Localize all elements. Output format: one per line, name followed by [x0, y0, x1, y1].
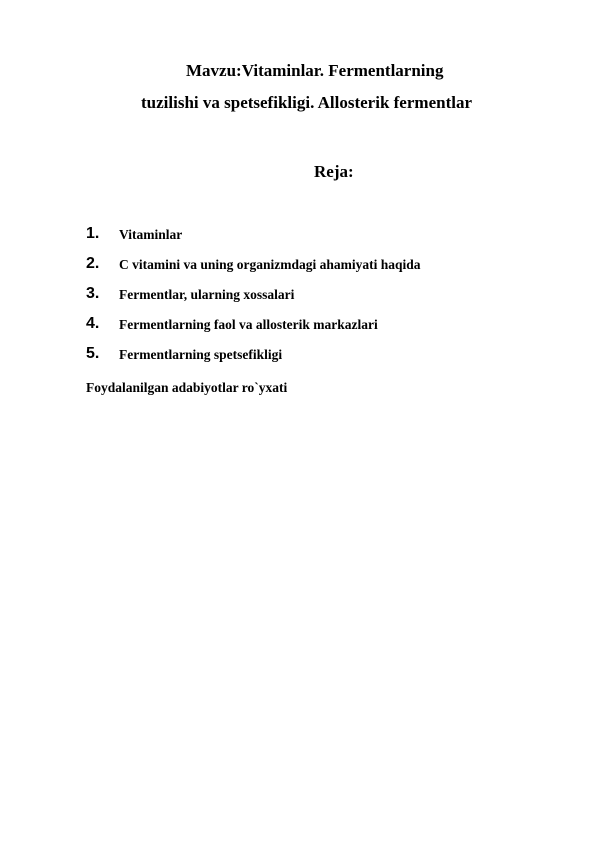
title-line-1-text: Mavzu:Vitaminlar. Fermentlarning	[186, 61, 444, 80]
plan-heading: Reja:	[314, 162, 354, 181]
plan-item-text: C vitamini va uning organizmdagi ahamiyati haqida	[119, 257, 421, 272]
plan-item-number: 2.	[86, 255, 100, 272]
plan-item-text: Vitaminlar	[119, 227, 183, 242]
plan-item-number: 5.	[86, 345, 100, 362]
title-line-2-text: tuzilishi va spetsefikligi. Allosterik fermentlar	[141, 93, 472, 112]
plan-item-text: Fermentlar, ularning xossalari	[119, 287, 295, 302]
plan-item-number: 4.	[86, 315, 100, 332]
plan-item-text: Fermentlarning spetsefikligi	[119, 347, 283, 362]
plan-item-number: 1.	[86, 225, 100, 242]
sources-label: Foydalanilgan adabiyotlar ro`yxati	[86, 380, 288, 395]
plan-item-number: 3.	[86, 285, 100, 302]
plan-item-text: Fermentlarning faol va allosterik markazlari	[119, 317, 378, 332]
